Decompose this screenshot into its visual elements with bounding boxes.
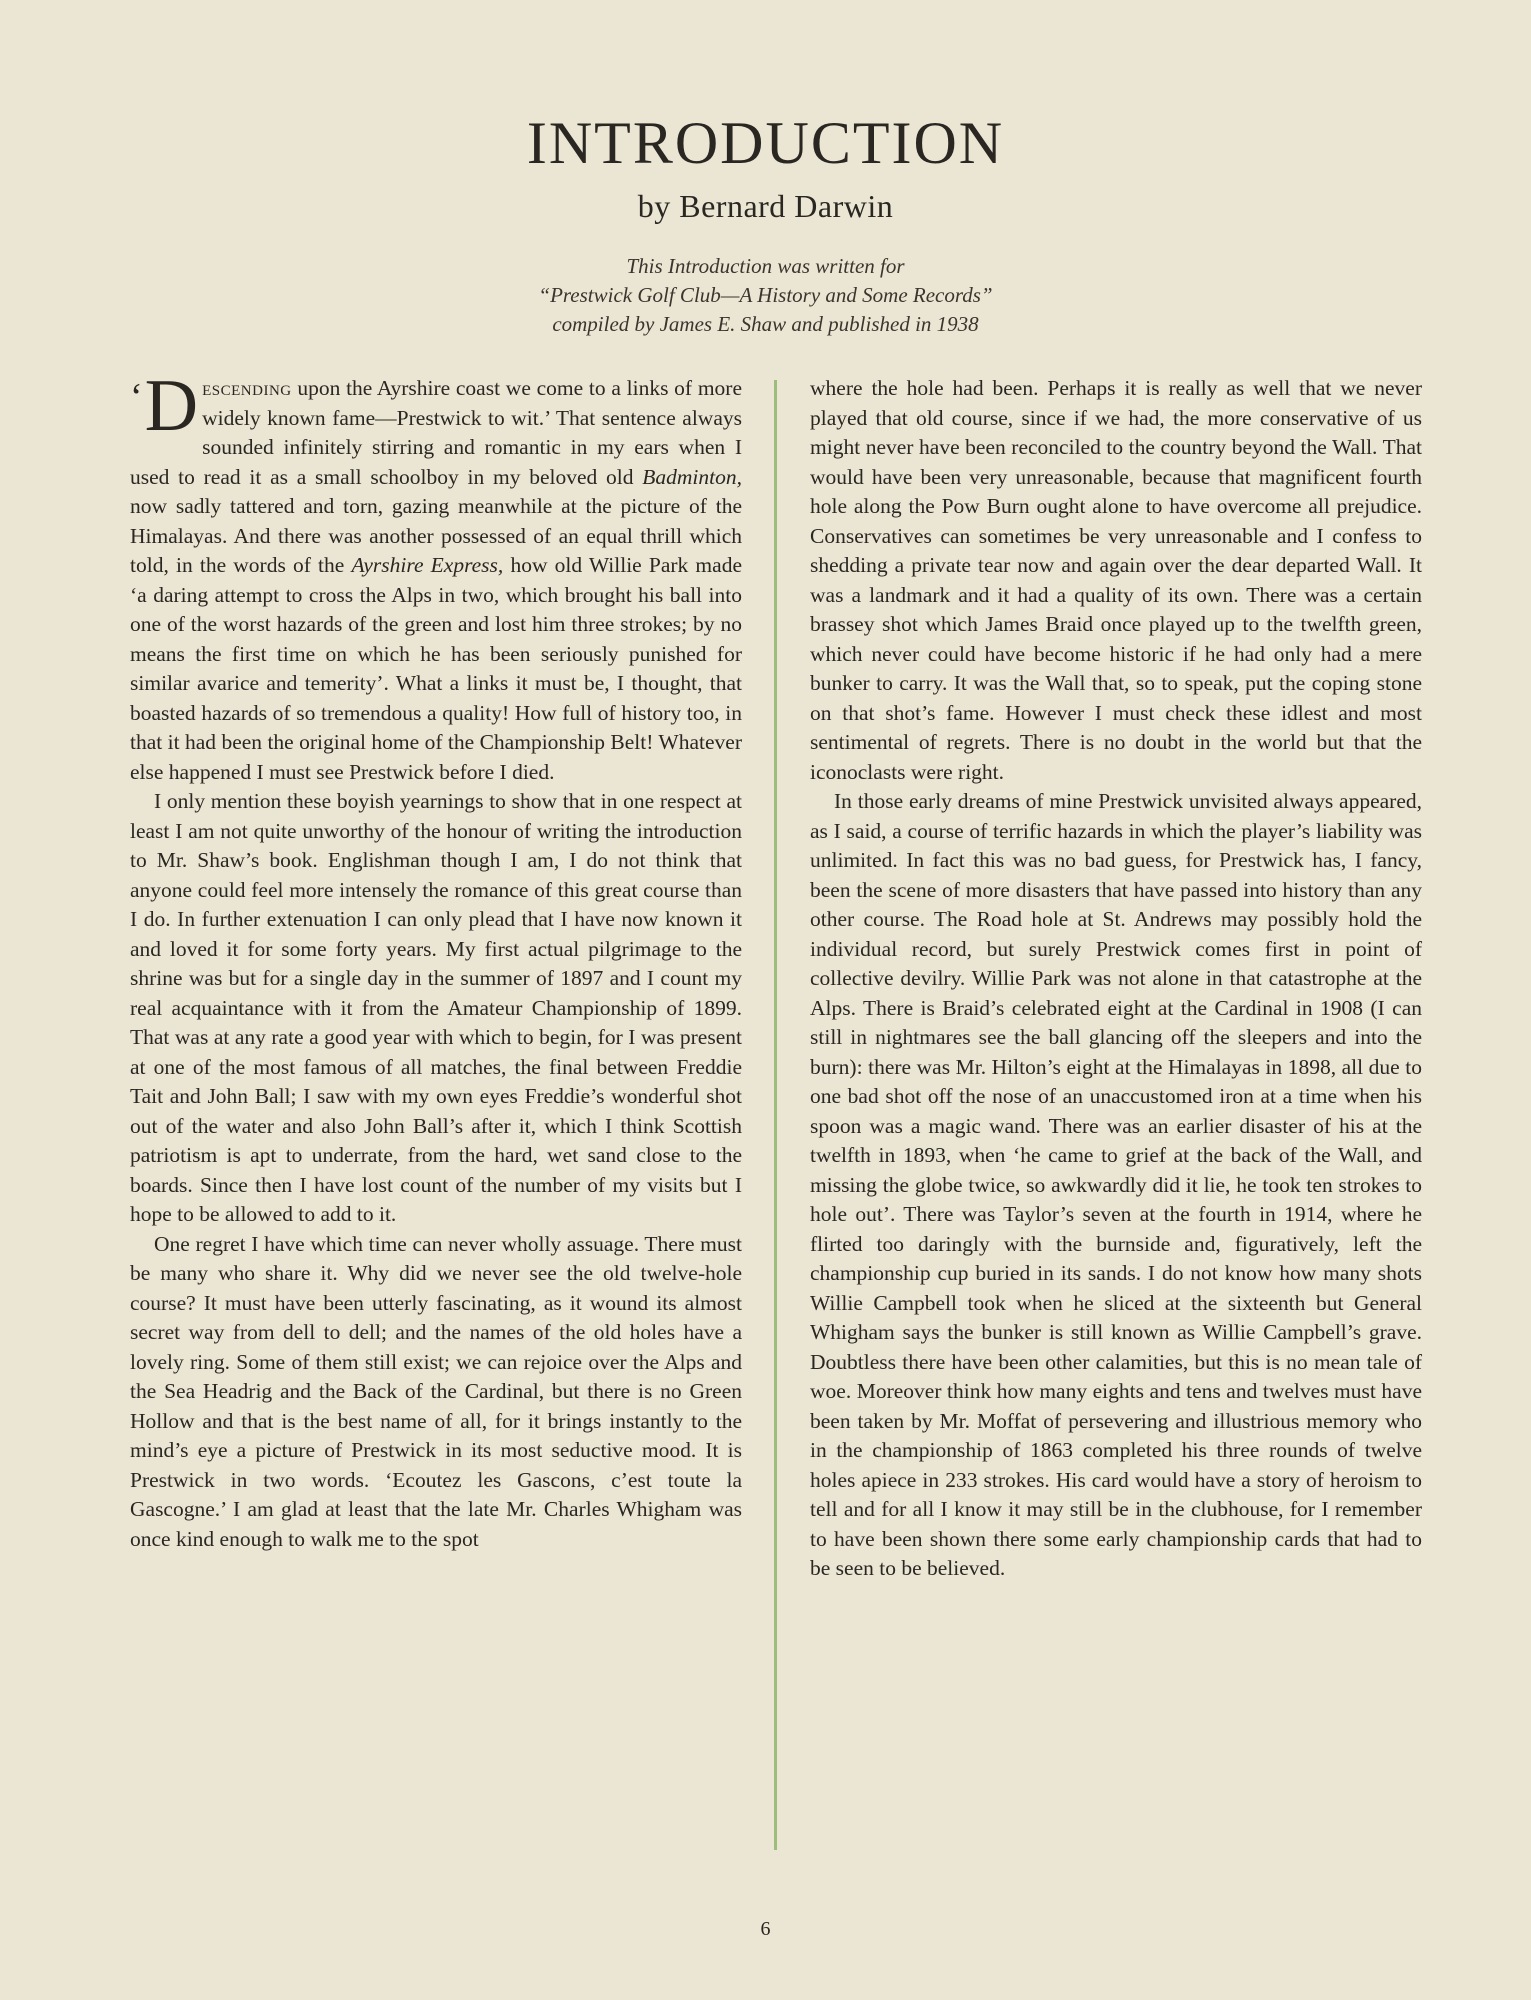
column-divider <box>774 380 777 1850</box>
paragraph-text: upon the Ayrshire coast we come to a links of more widely known fame—Prestwick to wit.’ That sentence always sounded infinitely stirring and romantic in my ears when I used to read it as a small schoolboy in my beloved old <box>130 376 742 489</box>
paragraph-text: how old Willie Park made ‘a daring attempt to cross the Alps in two, which brought his ball into one of the worst hazards of the green and lost him three strokes; by no means the first time on which he has been seriously punished for similar avarice and temerity’. What a links it must be, I thought, that boasted hazards of so tremendous a quality! How full of history too, in that it had been the original home of the Championship Belt! Whatever else happened I must see Prestwick before I died. <box>130 553 742 784</box>
book-title: Badminton, <box>642 464 742 489</box>
newspaper-title: Ayrshire Express, <box>351 553 504 577</box>
paragraph <box>130 365 742 787</box>
opening-quote: ‘ <box>130 376 143 418</box>
page-number: 6 <box>760 1918 771 1940</box>
paragraph: I only mention these boyish yearnings to show that in one respect at least I am not quite unworthy of the honour of writing the introduction to Mr. Shaw’s book. Englishman though I am, I do not think that anyone could feel more intensely the romance of this great course than I do. In further extenuation I can only plead that I have now known it and loved it for some forty years. My first actual pilgrimage to the shrine was but for a single day in the summer of 1897 and I count my real acquaintance with it from the Amateur Championship of 1899. That was at any rate a good year with which to begin, for I was present at one of the most famous of all matches, the final between Freddie Tait and John Ball; I saw with my own eyes Freddie’s wonderful shot out of the water and also John Ball’s after it, which I think Scottish patriotism is apt to underrate, from the hard, wet sand close to the boards. Since then I have lost count of the number of my visits but I hope to be allowed to add to it. <box>130 789 742 1226</box>
right-column <box>810 374 1422 1584</box>
page-title: INTRODUCTION <box>526 110 1005 176</box>
paragraph: One regret I have which time can never wholly assuage. There must be many who share it. Why did we never see the old twelve-hole course? It must have been utterly fascinating, as it wound its almost secret way from dell to dell; and the names of the old holes have a lovely ring. Some of them still exist; we can rejoice over the Alps and the Sea Headrig and the Back of the Cardinal, but there is no Green Hollow and that is the best name of all, for it brings instantly to the mind’s eye a picture of Prestwick in its most seductive mood. It is Prestwick in two words. ‘Ecoutez les Gascons, c’est toute la Gascogne.’ I am glad at least that the late Mr. Charles Whigham was once kind enough to walk me to the spot <box>130 1231 742 1551</box>
left-column <box>130 365 742 1554</box>
paragraph: In those early dreams of mine Prestwick unvisited always appeared, as I said, a course of terrific hazards in which the player’s liability was unlimited. In fact this was no bad guess, for Prestwick has, I fancy, been the scene of more disasters that have passed into history than any other course. The Road hole at St. Andrews may possibly hold the individual record, but surely Prestwick comes first in point of collective devilry. Willie Park was not alone in that catastrophe at the Alps. There is Braid’s celebrated eight at the Cardinal in 1908 (I can still in nightmares see the ball glancing off the sleepers and into the burn): there was Mr. Hilton’s eight at the Himalayas in 1898, all due to one bad shot off the nose of an unaccustomed iron at a time when his spoon was a magic wand. There was an earlier disaster of his at the twelfth in 1893, when ‘he came to grief at the back of the Wall, and missing the globe twice, so awkwardly did it lie, he took ten strokes to hole out’. There was Taylor’s seven at the fourth in 1914, where he flirted too daringly with the burnside and, figuratively, left the championship cup buried in its sands. I do not know how many shots Willie Campbell took when he sliced at the sixteenth but General Whigham says the bunker is still known as Willie Campbell’s grave. Doubtless there have been other calamities, but this is no mean tale of woe. Moreover think how many eights and tens and twelves must have been taken by Mr. Moffat of persevering and illustrious memory who in the championship of 1863 completed his three rounds of twelve holes apiece in 233 strokes. His card would have a story of heroism to tell and for all I know it may still be in the clubhouse, for I remember to have been shown there some early championship cards that had to be seen to be believed. <box>810 789 1422 1580</box>
note-line: This Introduction was written for <box>626 254 905 278</box>
paragraph-text: now sadly tattered and torn, gazing meanwhile at the picture of the Himalayas. And there was another possessed of an equal thrill which told, in the words of the <box>130 494 742 577</box>
note-line: “Prestwick Golf Club—A History and Some Records” <box>538 283 993 307</box>
small-caps-opening: escending <box>202 376 292 400</box>
publication-note <box>0 252 1531 339</box>
drop-cap: D <box>144 365 199 447</box>
paragraph: where the hole had been. Perhaps it is really as well that we never played that old course, since if we had, the more conservative of us might never have been reconciled to the country beyond the Wall. That would have been very unreasonable, because that magnificent fourth hole along the Pow Burn ought alone to have overcome all prejudice. Conservatives can sometimes be very unreasonable and I confess to shedding a private tear now and again over the dear departed Wall. It was a landmark and it had a quality of its own. There was a certain brassey shot which James Braid once played up to the twelfth green, which never could have become historic if he had only had a mere bunker to carry. It was the Wall that, so to speak, put the coping stone on that shot’s fame. However I must check these idlest and most sentimental of regrets. There is no doubt in the world but that the iconoclasts were right. <box>810 376 1422 784</box>
author-byline: by Bernard Darwin <box>637 188 894 224</box>
note-line: compiled by James E. Shaw and published in 1938 <box>552 312 979 336</box>
